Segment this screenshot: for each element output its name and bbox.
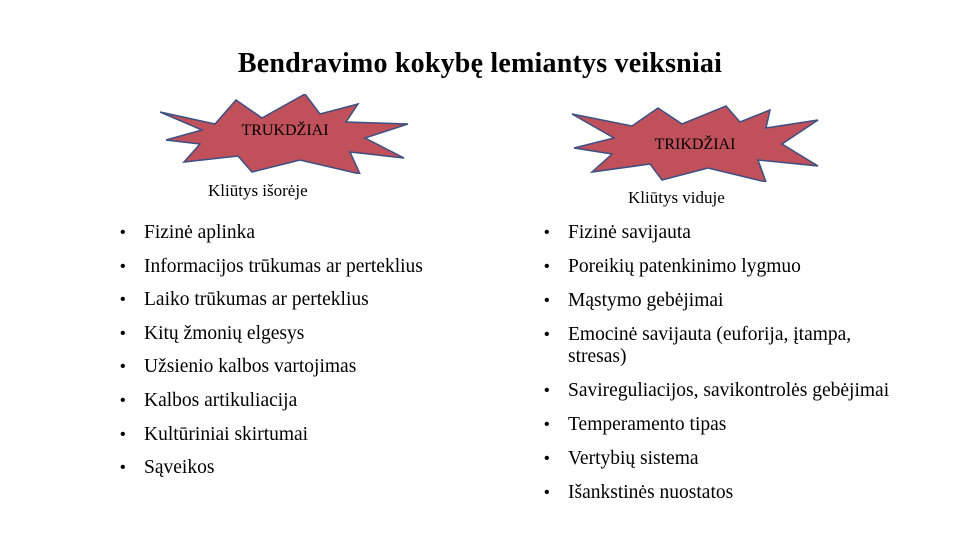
list-item: • Kitų žmonių elgesys xyxy=(118,323,498,345)
trikdziai-label: TRIKDŽIAI xyxy=(654,136,736,153)
list-item: • Išankstinės nuostatos xyxy=(542,482,912,504)
list-item: • Kultūriniai skirtumai xyxy=(118,424,498,446)
list-item: • Sąveikos xyxy=(118,457,498,479)
left-subtitle: Kliūtys išorėje xyxy=(208,181,308,200)
trikdziai-badge xyxy=(570,104,820,182)
list-item: • Informacijos trūkumas ar perteklius xyxy=(118,256,498,278)
list-item: • Fizinė aplinka xyxy=(118,222,498,244)
list-item: • Savireguliacijos, savikontrolės gebėjimai xyxy=(542,380,912,402)
internal-barriers-list xyxy=(542,222,912,516)
list-item: • Fizinė savijauta xyxy=(542,222,912,244)
list-item: • Temperamento tipas xyxy=(542,414,912,436)
external-barriers-list xyxy=(118,222,498,491)
trukdziai-badge xyxy=(160,94,410,174)
list-item: • Kalbos artikuliacija xyxy=(118,390,498,412)
list-item: • Laiko trūkumas ar perteklius xyxy=(118,289,498,311)
right-subtitle: Kliūtys viduje xyxy=(628,188,725,207)
list-item: • Užsienio kalbos vartojimas xyxy=(118,356,498,378)
list-item: • Vertybių sistema xyxy=(542,448,912,470)
list-item: • Poreikių patenkinimo lygmuo xyxy=(542,256,912,278)
list-item: • Mąstymo gebėjimai xyxy=(542,290,912,312)
list-item: • Emocinė savijauta (euforija, įtampa, stresas) xyxy=(542,324,912,368)
trukdziai-label: TRUKDŽIAI xyxy=(241,122,329,139)
slide-title: Bendravimo kokybę lemiantys veiksniai xyxy=(237,48,723,79)
